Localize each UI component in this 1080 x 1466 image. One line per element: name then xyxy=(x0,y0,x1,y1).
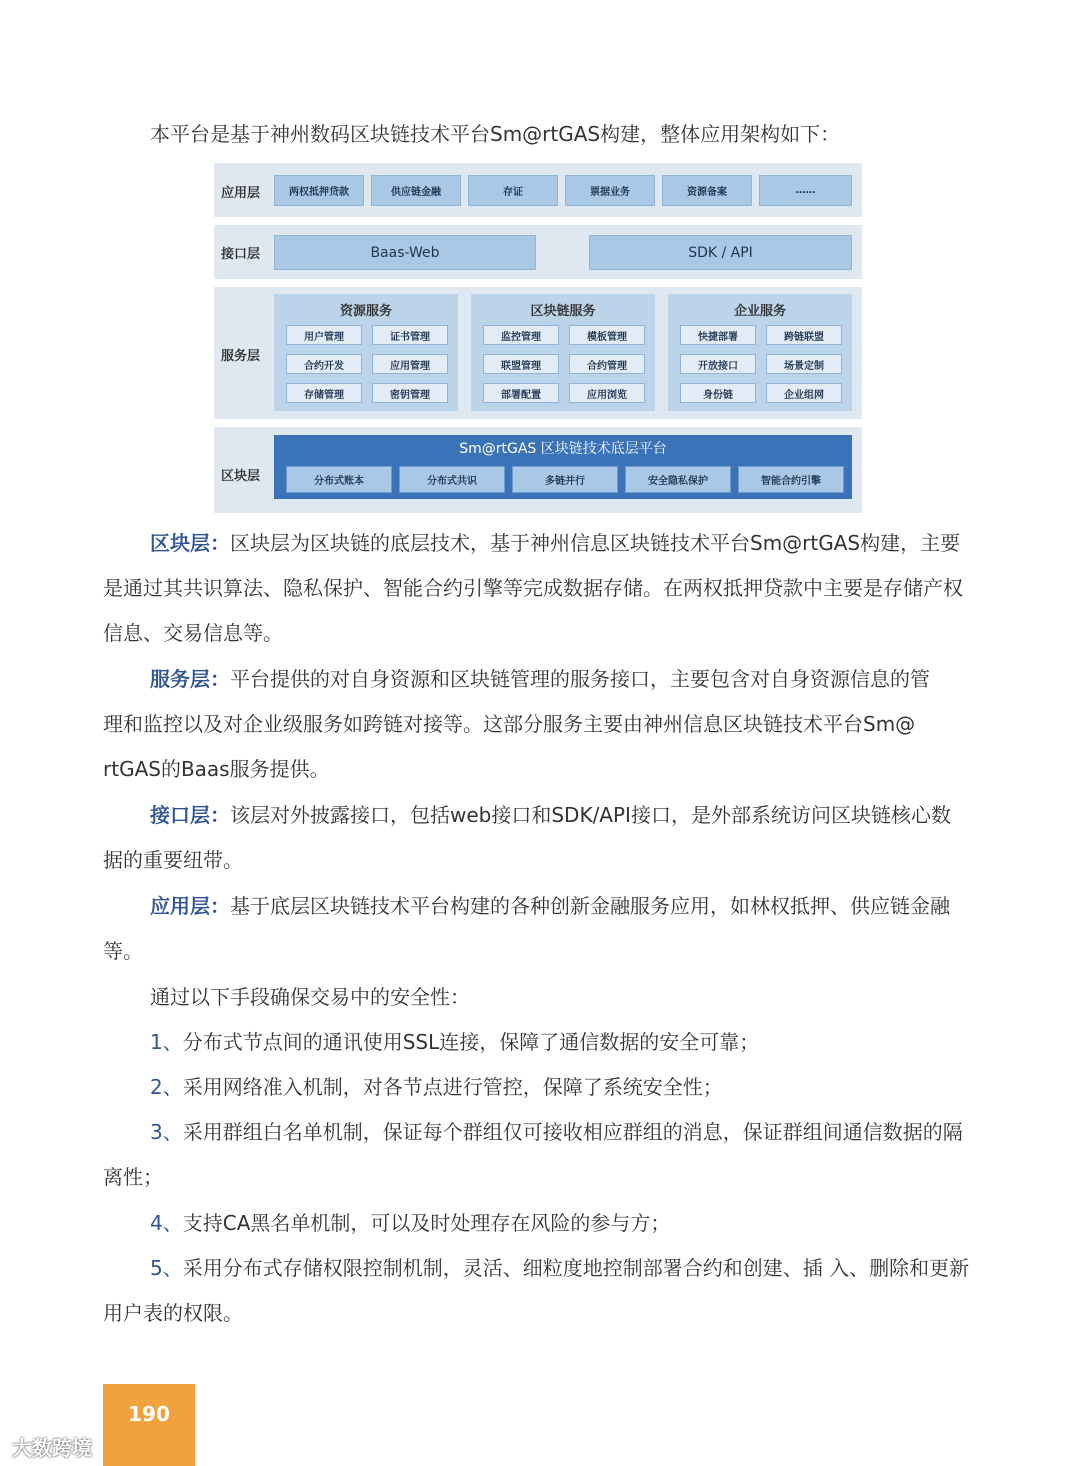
paragraph-service-layer xyxy=(103,657,977,792)
app-item: 票据业务 xyxy=(565,175,655,206)
paragraph-line: 是通过其共识算法、隐私保护、智能合约引擎等完成数据存储。在两权抵押贷款中主要是存储产权 xyxy=(103,576,963,600)
paragraph-text: 该层对外披露接口，包括web接口和SDK/API接口，是外部系统访问区块链核心数 xyxy=(230,803,951,827)
app-item: 存证 xyxy=(468,175,558,206)
paragraph-text: 基于底层区块链技术平台构建的各种创新金融服务应用，如林权抵押、供应链金融 xyxy=(230,894,950,918)
app-item: 两权抵押贷款 xyxy=(274,175,364,206)
app-layer xyxy=(214,163,862,217)
api-layer xyxy=(214,225,862,279)
chain-item: 安全隐私保护 xyxy=(625,466,731,493)
service-item: 快捷部署 xyxy=(680,325,756,345)
service-item: 证书管理 xyxy=(372,325,448,345)
chain-platform-title: Sm@rtGAS 区块链技术底层平台 xyxy=(459,441,667,457)
item-text: 采用群组白名单机制，保证每个群组仅可接收相应群组的消息，保证群组间通信数据的隔 xyxy=(182,1120,963,1144)
item-text-continued: 离性； xyxy=(103,1165,163,1189)
service-item: 联盟管理 xyxy=(483,354,559,374)
paragraph-line: 据的重要纽带。 xyxy=(103,848,243,872)
security-item-3 xyxy=(103,1110,977,1200)
paragraph-tag: 接口层： xyxy=(150,803,230,827)
service-item: 用户管理 xyxy=(286,325,362,345)
paragraph-text: 平台提供的对自身资源和区块链管理的服务接口，主要包含对自身资源信息的管 xyxy=(230,667,930,691)
service-item: 合约开发 xyxy=(286,354,362,374)
paragraph-text: 区块层为区块链的底层技术，基于神州信息区块链技术平台Sm@rtGAS构建，主要 xyxy=(230,531,961,555)
item-text: 分布式节点间的通讯使用SSL连接，保障了通信数据的安全可靠； xyxy=(182,1030,760,1054)
service-group-title: 资源服务 xyxy=(339,304,392,319)
paragraph-line: 理和监控以及对企业级服务如跨链对接等。这部分服务主要由神州信息区块链技术平台Sm@ xyxy=(103,712,916,736)
security-item-5 xyxy=(103,1246,977,1336)
service-group-blockchain xyxy=(471,294,655,411)
watermark: 大数跨境 xyxy=(12,1436,92,1460)
paragraph-tag: 服务层： xyxy=(150,667,230,691)
paragraph-line: 信息、交易信息等。 xyxy=(103,621,283,645)
api-item-sdk: SDK / API xyxy=(589,235,852,270)
service-item: 身份链 xyxy=(680,383,756,403)
service-item: 存储管理 xyxy=(286,383,362,403)
item-number: 1、 xyxy=(150,1030,183,1054)
paragraph-line: rtGAS的Baas服务提供。 xyxy=(103,757,330,781)
service-layer-label: 服务层 xyxy=(221,349,261,364)
item-text: 采用网络准入机制，对各节点进行管控，保障了系统安全性； xyxy=(182,1075,723,1099)
paragraph-api-layer xyxy=(103,793,977,883)
service-item: 应用浏览 xyxy=(569,383,645,403)
service-group-title: 企业服务 xyxy=(733,304,786,319)
architecture-diagram xyxy=(214,163,862,513)
block-layer-label: 区块层 xyxy=(221,469,261,484)
security-intro-text: 通过以下手段确保交易中的安全性： xyxy=(150,985,470,1009)
app-item: …… xyxy=(759,175,852,206)
api-item-baas-web: Baas-Web xyxy=(274,235,536,270)
page-number: 190 xyxy=(103,1384,195,1466)
chain-item: 分布式共识 xyxy=(399,466,505,493)
service-item: 应用管理 xyxy=(372,354,448,374)
service-group-enterprise xyxy=(668,294,852,411)
paragraph-tag: 应用层： xyxy=(150,894,230,918)
service-item: 开放接口 xyxy=(680,354,756,374)
service-item: 监控管理 xyxy=(483,325,559,345)
item-number: 2、 xyxy=(150,1075,183,1099)
service-group-resource xyxy=(274,294,458,411)
paragraph-line: 等。 xyxy=(103,939,143,963)
service-item: 企业组网 xyxy=(766,383,842,403)
app-item: 资源备案 xyxy=(662,175,752,206)
chain-item: 智能合约引擎 xyxy=(738,466,844,493)
api-layer-label: 接口层 xyxy=(221,247,261,262)
app-item: 供应链金融 xyxy=(371,175,461,206)
item-text: 支持CA黑名单机制，可以及时处理存在风险的参与方； xyxy=(182,1211,671,1235)
paragraph-tag: 区块层： xyxy=(150,531,230,555)
chain-item: 分布式账本 xyxy=(286,466,392,493)
service-group-title: 区块链服务 xyxy=(530,304,596,319)
app-layer-label: 应用层 xyxy=(221,186,261,201)
security-item-1 xyxy=(103,1020,977,1065)
item-number: 3、 xyxy=(150,1120,183,1144)
service-item: 模板管理 xyxy=(569,325,645,345)
service-item: 场景定制 xyxy=(766,354,842,374)
security-item-4 xyxy=(103,1201,977,1246)
chain-item: 多链并行 xyxy=(512,466,618,493)
chain-platform xyxy=(274,435,852,499)
item-text-continued: 用户表的权限。 xyxy=(103,1301,243,1325)
service-item: 跨链联盟 xyxy=(766,325,842,345)
paragraph-app-layer xyxy=(103,884,977,974)
item-number: 4、 xyxy=(150,1211,183,1235)
service-item: 合约管理 xyxy=(569,354,645,374)
paragraph-block-layer xyxy=(103,521,977,656)
intro-text: 本平台是基于神州数码区块链技术平台Sm@rtGAS构建，整体应用架构如下： xyxy=(150,122,841,146)
security-intro xyxy=(103,975,977,1020)
service-item: 部署配置 xyxy=(483,383,559,403)
service-item: 密钥管理 xyxy=(372,383,448,403)
item-number: 5、 xyxy=(150,1256,183,1280)
security-item-2 xyxy=(103,1065,977,1110)
item-text: 采用分布式存储权限控制机制，灵活、细粒度地控制部署合约和创建、插 入、删除和更新 xyxy=(182,1256,970,1280)
